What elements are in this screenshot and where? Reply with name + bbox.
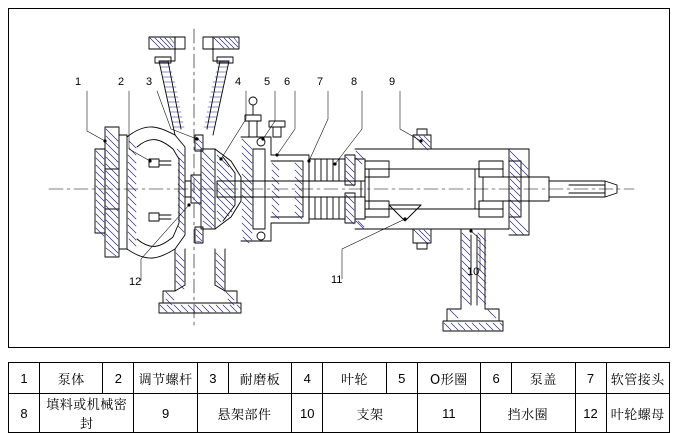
legend-label-12: 叶轮螺母 (606, 394, 669, 433)
callout-4: 4 (235, 76, 242, 88)
adjusting-screw (149, 159, 171, 221)
callout-1: 1 (75, 76, 82, 88)
legend-label-11: 挡水圈 (481, 394, 575, 433)
callout-10: 10 (467, 266, 480, 278)
callout-12: 12 (129, 276, 142, 288)
parts-legend-table (8, 362, 670, 433)
drawing-frame (8, 8, 670, 348)
legend-num-8: 8 (9, 394, 40, 433)
table-row (9, 363, 670, 394)
pump-casing (95, 127, 185, 258)
legend-num-6: 6 (481, 363, 512, 394)
hose-coupling (245, 97, 285, 137)
table-row (9, 394, 670, 433)
legend-num-3: 3 (197, 363, 228, 394)
legend-label-3: 耐磨板 (228, 363, 291, 394)
callout-9: 9 (389, 76, 396, 88)
legend-label-7: 软管接头 (606, 363, 669, 394)
legend-label-2: 调节螺杆 (134, 363, 197, 394)
legend-label-4: 叶轮 (323, 363, 386, 394)
callout-3: 3 (146, 76, 153, 88)
legend-label-8: 填料或机械密封 (40, 394, 134, 433)
legend-num-1: 1 (9, 363, 40, 394)
legend-label-9: 悬架部件 (197, 394, 291, 433)
legend-num-5: 5 (386, 363, 417, 394)
legend-num-4: 4 (292, 363, 323, 394)
callout-8: 8 (351, 76, 358, 88)
legend-label-10: 支架 (323, 394, 417, 433)
legend-num-2: 2 (103, 363, 134, 394)
legend-label-1: 泵体 (40, 363, 103, 394)
callout-2: 2 (118, 76, 125, 88)
pump-assembly-svg (9, 9, 669, 347)
legend-label-6: 泵盖 (512, 363, 575, 394)
legend-num-10: 10 (292, 394, 323, 433)
callout-6: 6 (284, 76, 291, 88)
legend-num-12: 12 (575, 394, 606, 433)
callout-5: 5 (264, 76, 271, 88)
callout-7: 7 (317, 76, 324, 88)
legend-num-11: 11 (417, 394, 480, 433)
discharge-nozzle (159, 249, 241, 313)
callout-11: 11 (331, 274, 343, 286)
legend-num-9: 9 (134, 394, 197, 433)
legend-num-7: 7 (575, 363, 606, 394)
legend-label-5: O形圈 (417, 363, 480, 394)
